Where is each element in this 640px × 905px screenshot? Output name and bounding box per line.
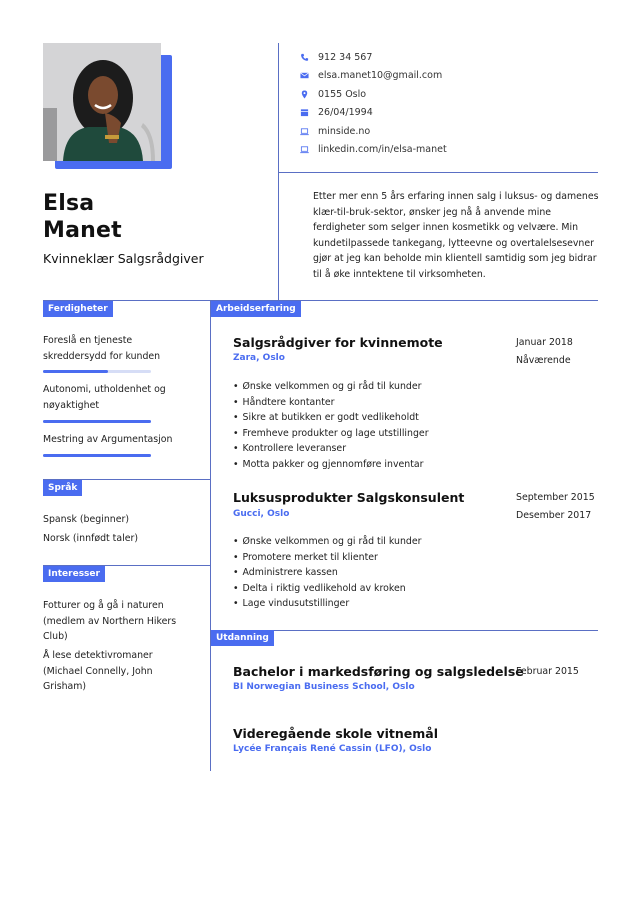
interest-item: Fotturer og å gå i naturen (medlem av Northern Hikers Club) [43,600,177,642]
skill-item: Mestring av Argumentasjon [43,434,173,445]
section-tag-skills: Ferdigheter [43,301,113,317]
profile-summary: Etter mer enn 5 års erfaring innen salg i luksus- og damenes klær-til-bruk-sektor, ønsker jeg nå å anvende mine ferdigheter som selger innen kosmetikk og velvære. Min kundetilpassede tankegang, lytteevne og overtalelsesevner gjør at jeg kan beholde min klientell samtidig som jeg bidrar til å øke inntektene til virksomheten. [313,191,599,280]
section-tag-languages: Språk [43,480,82,496]
portrait-illustration [43,43,161,161]
map-pin-icon [300,90,309,99]
job-duties [233,534,421,612]
column-divider [210,300,211,771]
contact-website [300,122,447,141]
job-start-date: September 2015 [516,492,595,503]
website-value[interactable]: minside.no [318,125,371,137]
profile-photo [43,43,161,161]
first-name: Elsa [43,191,95,216]
duty-item: • Fremheve produkter og lage utstillinger [233,426,429,442]
birthdate-value: 26/04/1994 [318,107,373,119]
linkedin-value[interactable]: linkedin.com/in/elsa-manet [318,144,447,156]
skill-item: Foreslå en tjeneste skreddersydd for kunden [43,335,161,362]
skill-level-fill [43,454,151,457]
duty-item: • Kontrollere leveranser [233,441,429,457]
duty-item: • Håndtere kontanter [233,395,429,411]
phone-icon [300,53,309,62]
calendar-icon [300,108,309,117]
school-name: Lycée Français René Cassin (LFO), Oslo [233,744,432,754]
last-name: Manet [43,218,122,243]
section-tag-experience: Arbeidserfaring [211,301,301,317]
skill-level-bar [43,370,151,373]
job-title: Luksusprodukter Salgskonsulent [233,490,465,505]
language-item: Spansk (beginner) [43,514,129,525]
duty-item: • Administrere kassen [233,565,421,581]
language-item: Norsk (innfødt taler) [43,533,138,544]
section-divider [43,300,598,301]
school-name: BI Norwegian Business School, Oslo [233,682,415,692]
skill-level-fill [43,420,151,423]
job-role: Kvinneklær Salgsrådgiver [43,251,204,266]
phone-value: 912 34 567 [318,51,373,63]
job-company: Gucci, Oslo [233,509,290,519]
address-value: 0155 Oslo [318,88,367,100]
section-tag-education: Utdanning [211,630,274,646]
job-end-date: Desember 2017 [516,510,592,521]
job-end-date: Nåværende [516,355,571,366]
laptop-icon [300,127,309,136]
contact-list [300,48,447,159]
duty-item: • Lage vindusutstillinger [233,596,421,612]
interest-item: Å lese detektivromaner (Michael Connelly, John Grisham) [43,650,153,692]
job-duties [233,379,429,473]
duty-item: • Delta i riktig vedlikehold av kroken [233,581,421,597]
duty-item: • Motta pakker og gjennomføre inventar [233,457,429,473]
contact-phone [300,48,447,67]
skill-level-bar [43,454,151,457]
graduation-date: Februar 2015 [516,666,579,677]
degree-title: Videregående skole vitnemål [233,726,438,741]
duty-item: • Promotere merket til klienter [233,550,421,566]
skill-level-fill [43,370,108,373]
job-company: Zara, Oslo [233,353,285,363]
job-start-date: Januar 2018 [516,337,573,348]
skill-item: Autonomi, utholdenhet og nøyaktighet [43,384,166,411]
laptop-icon [300,145,309,154]
envelope-icon [300,71,309,80]
email-value[interactable]: elsa.manet10@gmail.com [318,70,443,82]
contact-email [300,67,447,86]
skill-level-bar [43,420,151,423]
duty-item: • Ønske velkommen og gi råd til kunder [233,379,429,395]
duty-item: • Ønske velkommen og gi råd til kunder [233,534,421,550]
header-divider-horizontal [278,172,598,173]
degree-title: Bachelor i markedsføring og salgsledelse [233,664,524,679]
contact-address [300,85,447,104]
section-tag-interests: Interesser [43,566,105,582]
contact-linkedin [300,141,447,160]
job-title: Salgsrådgiver for kvinnemote [233,335,443,350]
contact-birthdate [300,104,447,123]
candidate-name [43,190,122,244]
duty-item: • Sikre at butikken er godt vedlikeholdt [233,410,429,426]
